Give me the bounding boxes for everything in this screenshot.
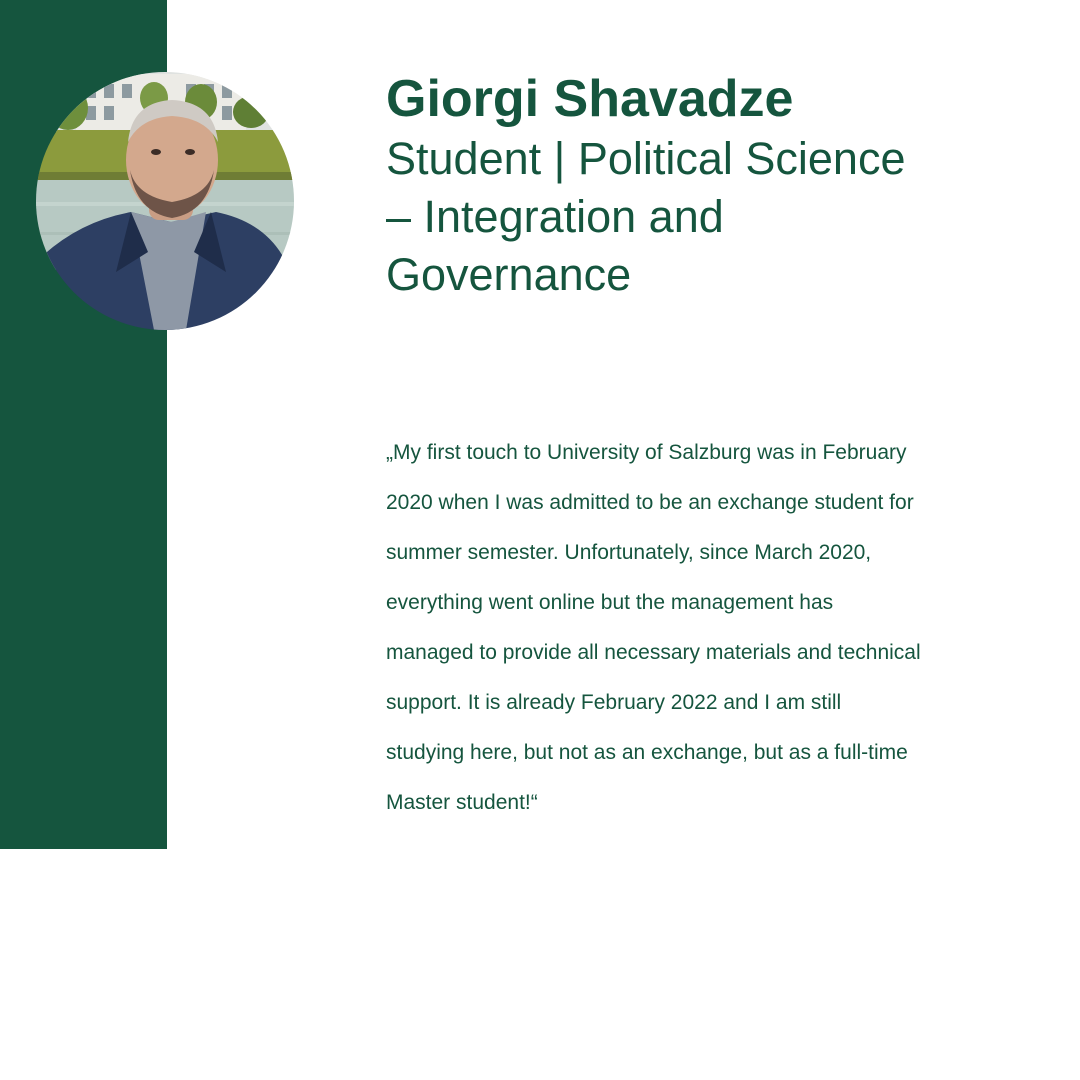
- profile-role-line: Governance: [386, 249, 632, 300]
- testimonial-line: managed to provide all necessary materials and technical: [386, 641, 921, 664]
- profile-photo: [36, 72, 294, 330]
- testimonial-line: everything went online but the management has: [386, 591, 834, 614]
- profile-name: Giorgi Shavadze: [386, 70, 794, 128]
- profile-role: [386, 130, 986, 304]
- profile-photo-illustration: [36, 72, 294, 330]
- testimonial-line: studying here, but not as an exchange, but as a full-time: [386, 741, 908, 764]
- testimonial-line: summer semester. Unfortunately, since March 2020,: [386, 541, 872, 564]
- testimonial-quote: [386, 428, 996, 828]
- testimonial-line: 2020 when I was admitted to be an exchange student for: [386, 491, 914, 514]
- profile-role-line: Student | Political Science: [386, 133, 906, 184]
- profile-role-line: – Integration and: [386, 191, 724, 242]
- testimonial-line: Master student!“: [386, 791, 538, 814]
- testimonial-line: „My first touch to University of Salzburg was in February: [386, 441, 907, 464]
- testimonial-line: support. It is already February 2022 and I am still: [386, 691, 842, 714]
